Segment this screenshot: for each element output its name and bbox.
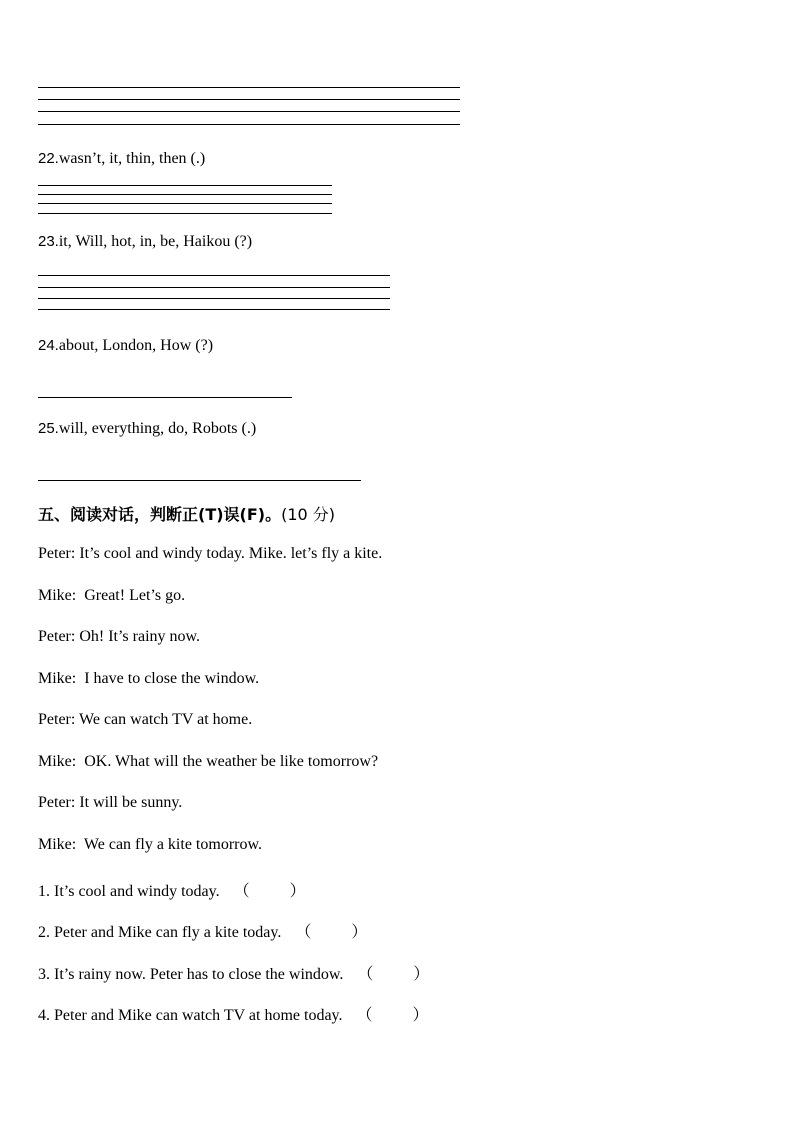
dialogue-line: Mike: OK. What will the weather be like tomorrow? [38, 753, 379, 770]
answer-line[interactable] [38, 124, 460, 125]
judgement-item: 1. It’s cool and windy today. （ ） [38, 878, 306, 901]
dialogue-line: Peter: Oh! It’s rainy now. [38, 628, 201, 645]
section-heading: 五、阅读对话，判断正(T)误(F)。(10 分) [38, 505, 336, 524]
answer-bracket[interactable]: （ ） [357, 966, 430, 983]
dialogue-line: Mike: We can fly a kite tomorrow. [38, 836, 262, 853]
dialogue-line: Peter: It will be sunny. [38, 794, 183, 811]
dialogue-line: Mike: I have to close the window. [38, 670, 260, 687]
judgement-item: 3. It’s rainy now. Peter has to close the window. （ ） [38, 961, 429, 984]
answer-line[interactable] [38, 203, 332, 204]
answer-bracket[interactable]: （ ） [356, 1007, 429, 1024]
answer-line[interactable] [38, 99, 460, 100]
question-23: 23.it, Will, hot, in, be, Haikou (?) [38, 233, 253, 250]
dialogue-line: Peter: We can watch TV at home. [38, 711, 253, 728]
answer-line[interactable] [38, 111, 460, 112]
answer-line[interactable] [38, 480, 361, 481]
answer-line[interactable] [38, 185, 332, 186]
answer-line[interactable] [38, 298, 390, 299]
question-24: 24.about, London, How (?) [38, 337, 214, 354]
answer-line[interactable] [38, 309, 390, 310]
answer-line[interactable] [38, 275, 390, 276]
question-25: 25.will, everything, do, Robots (.) [38, 420, 257, 437]
answer-line[interactable] [38, 194, 332, 195]
answer-bracket[interactable]: （ ） [295, 924, 368, 941]
answer-line[interactable] [38, 213, 332, 214]
judgement-item: 4. Peter and Mike can watch TV at home today. （ ） [38, 1002, 429, 1025]
answer-line[interactable] [38, 87, 460, 88]
judgement-item: 2. Peter and Mike can fly a kite today. （ ） [38, 919, 367, 942]
question-22: 22.wasn’t, it, thin, then (.) [38, 150, 206, 167]
answer-line[interactable] [38, 397, 292, 398]
answer-bracket[interactable]: （ ） [233, 883, 306, 900]
dialogue-line: Mike: Great! Let’s go. [38, 587, 186, 604]
dialogue-line: Peter: It’s cool and windy today. Mike. let’s fly a kite. [38, 545, 383, 562]
answer-line[interactable] [38, 287, 390, 288]
